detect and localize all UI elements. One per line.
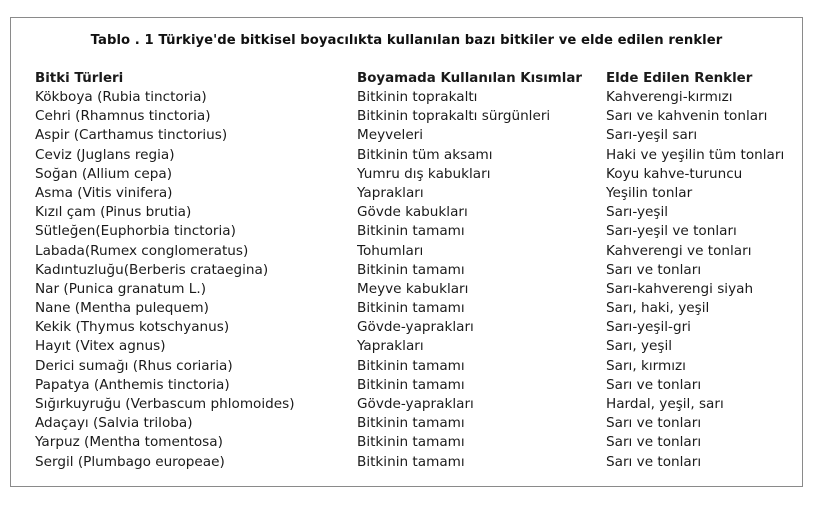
cell-parts-used: Bitkinin tamamı [357, 357, 465, 374]
cell-parts-used: Yaprakları [357, 338, 424, 355]
cell-colors-obtained: Sarı-kahverengi siyah [606, 280, 754, 297]
plant-dye-table [35, 70, 795, 472]
cell-colors-obtained: Yeşilin tonlar [606, 184, 693, 201]
cell-colors-obtained: Haki ve yeşilin tüm tonları [606, 146, 785, 163]
cell-plant-species: Yarpuz (Mentha tomentosa) [35, 434, 223, 451]
cell-colors-obtained: Sarı ve kahvenin tonları [606, 108, 768, 125]
cell-parts-used: Gövde-yaprakları [357, 396, 474, 412]
table-row [35, 242, 795, 261]
table-row [35, 414, 795, 433]
cell-parts-used: Bitkinin tamamı [357, 223, 465, 240]
cell-parts-used: Bitkinin tamamı [357, 415, 465, 432]
cell-colors-obtained: Sarı, haki, yeşil [606, 300, 710, 317]
header-parts-used: Boyamada Kullanılan Kısımlar [357, 71, 582, 86]
table-row [35, 203, 795, 222]
cell-plant-species: Aspir (Carthamus tinctorius) [35, 127, 228, 144]
cell-colors-obtained: Hardal, yeşil, sarı [606, 396, 724, 412]
table-row [35, 261, 795, 280]
cell-colors-obtained: Koyu kahve-turuncu [606, 165, 743, 182]
cell-parts-used: Bitkinin toprakaltı sürgünleri [357, 108, 551, 125]
cell-plant-species: Labada(Rumex conglomeratus) [35, 242, 249, 259]
cell-plant-species: Adaçayı (Salvia triloba) [35, 415, 193, 432]
cell-parts-used: Gövde kabukları [357, 204, 468, 221]
table-row [35, 318, 795, 337]
table-row [35, 453, 795, 472]
cell-parts-used: Tohumları [357, 242, 424, 259]
cell-colors-obtained: Kahverengi-kırmızı [606, 89, 733, 105]
cell-colors-obtained: Sarı ve tonları [606, 261, 702, 278]
cell-parts-used: Bitkinin tamamı [357, 434, 465, 451]
table-row [35, 433, 795, 452]
cell-parts-used: Bitkinin tamamı [357, 453, 465, 470]
cell-plant-species: Kızıl çam (Pinus brutia) [35, 204, 192, 221]
cell-colors-obtained: Kahverengi ve tonları [606, 242, 752, 259]
table-title: Tablo . 1 Türkiye'de bitkisel boyacılıkta kullanılan bazı bitkiler ve elde edilen renkler [90, 33, 723, 48]
cell-parts-used: Yumru dış kabukları [357, 165, 491, 182]
cell-plant-species: Sığırkuyruğu (Verbascum phlomoides) [35, 396, 295, 412]
cell-colors-obtained: Sarı, yeşil [606, 338, 673, 355]
cell-colors-obtained: Sarı ve tonları [606, 453, 702, 470]
cell-plant-species: Derici sumağı (Rhus coriaria) [35, 357, 233, 374]
cell-plant-species: Nar (Punica granatum L.) [35, 280, 207, 297]
cell-parts-used: Meyve kabukları [357, 280, 469, 297]
cell-plant-species: Sergil (Plumbago europeae) [35, 453, 225, 470]
table-row [35, 165, 795, 184]
table-frame [10, 17, 803, 487]
cell-plant-species: Sütleğen(Euphorbia tinctoria) [35, 223, 236, 240]
table-row [35, 280, 795, 299]
cell-parts-used: Bitkinin tamamı [357, 300, 465, 317]
cell-parts-used: Yaprakları [357, 184, 424, 201]
cell-colors-obtained: Sarı-yeşil sarı [606, 127, 698, 144]
table-row [35, 299, 795, 318]
cell-colors-obtained: Sarı-yeşil ve tonları [606, 223, 737, 240]
cell-colors-obtained: Sarı-yeşil [606, 204, 669, 221]
cell-parts-used: Bitkinin tamamı [357, 376, 465, 393]
cell-plant-species: Kekik (Thymus kotschyanus) [35, 319, 230, 336]
cell-plant-species: Ceviz (Juglans regia) [35, 146, 175, 163]
cell-colors-obtained: Sarı ve tonları [606, 434, 702, 451]
table-header-row [35, 70, 795, 88]
cell-plant-species: Kadıntuzluğu(Berberis crataegina) [35, 261, 269, 278]
cell-plant-species: Papatya (Anthemis tinctoria) [35, 376, 230, 393]
cell-parts-used: Bitkinin tüm aksamı [357, 146, 493, 163]
table-row [35, 146, 795, 165]
table-row [35, 222, 795, 241]
cell-plant-species: Hayıt (Vitex agnus) [35, 338, 166, 355]
cell-plant-species: Asma (Vitis vinifera) [35, 184, 173, 201]
cell-plant-species: Nane (Mentha pulequem) [35, 300, 209, 317]
cell-parts-used: Bitkinin toprakaltı [357, 89, 478, 105]
cell-parts-used: Gövde-yaprakları [357, 319, 474, 336]
cell-colors-obtained: Sarı, kırmızı [606, 357, 686, 374]
table-row [35, 395, 795, 414]
table-row [35, 357, 795, 376]
cell-parts-used: Meyveleri [357, 127, 424, 144]
cell-colors-obtained: Sarı ve tonları [606, 415, 702, 432]
table-row [35, 337, 795, 356]
cell-plant-species: Cehri (Rhamnus tinctoria) [35, 108, 211, 125]
cell-colors-obtained: Sarı-yeşil-gri [606, 319, 691, 336]
table-row [35, 107, 795, 126]
table-row [35, 376, 795, 395]
header-plant-species: Bitki Türleri [35, 71, 124, 86]
cell-plant-species: Kökboya (Rubia tinctoria) [35, 89, 207, 105]
table-row [35, 184, 795, 203]
cell-plant-species: Soğan (Allium cepa) [35, 165, 173, 182]
cell-parts-used: Bitkinin tamamı [357, 261, 465, 278]
table-row [35, 126, 795, 145]
cell-colors-obtained: Sarı ve tonları [606, 376, 702, 393]
header-colors-obtained: Elde Edilen Renkler [606, 71, 753, 86]
table-row [35, 88, 795, 107]
